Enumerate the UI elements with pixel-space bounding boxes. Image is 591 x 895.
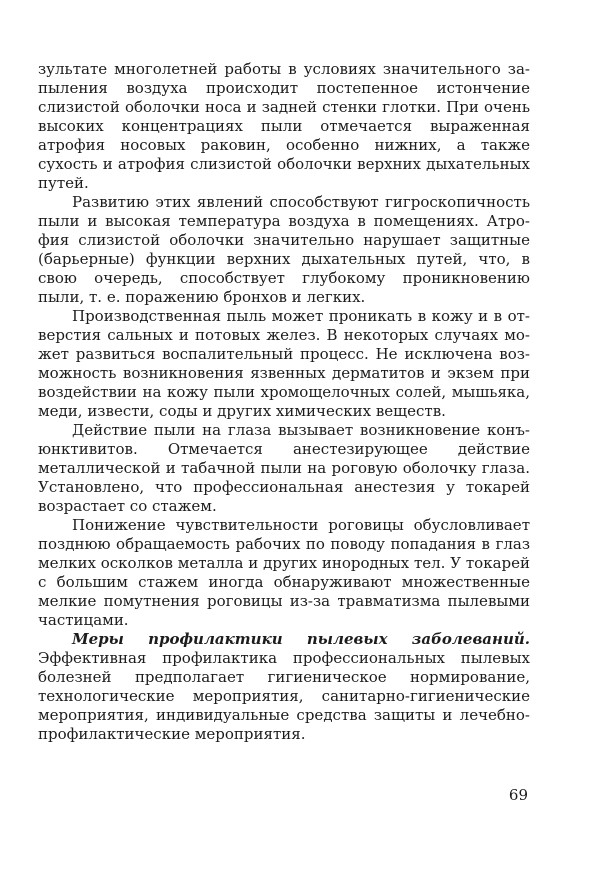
paragraph-prevention-text: Эффективная профилактика профессиональных пылевых болезней предполагает гигиеническое нормирование, технологические мероприятия, санитарно-гигиенические мероприятия, индивидуальные средства защиты и лечебно-профилактические мероприятия. xyxy=(38,649,530,743)
page-body xyxy=(38,60,530,744)
paragraph-eyes: Действие пыли на глаза вызывает возникновение конъюнктивитов. Отмечается анестезирующее действие металлической и табачной пыли на роговую оболочку глаза. Установлено, что профессиональная анестезия у токарей возрастает со стажем. xyxy=(38,421,530,515)
paragraph-prevention xyxy=(38,630,530,744)
paragraph-continuation: зультате многолетней работы в условиях значительного запыления воздуха происходит постепенное истончение слизистой оболочки носа и задней стенки глотки. При очень высоких концентрациях пыли отмечается выраженная атрофия носовых раковин, особенно нижних, а также сухость и атрофия слизистой оболочки верхних дыхательных путей. xyxy=(38,60,530,192)
paragraph-hygroscopicity: Развитию этих явлений способствуют гигроскопичность пыли и высокая температура воздуха в помещениях. Атрофия слизистой оболочки значительно нарушает защитные (барьерные) функции верхних дыхательных путей, что, в свою очередь, способствует глубокому проникновению пыли, т. е. поражению бронхов и легких. xyxy=(38,193,530,306)
page-number: 69 xyxy=(508,786,528,804)
paragraph-cornea-sensitivity: Понижение чувствительности роговицы обусловливает позднюю обращаемость рабочих по поводу попадания в глаз мелких осколков металла и других инородных тел. У токарей с большим стажем иногда обнаруживают множественные мелкие помутнения роговицы из-за травматизма пылевыми частицами. xyxy=(38,516,530,629)
paragraph-skin-penetration: Производственная пыль может проникать в кожу и в отверстия сальных и потовых желез. В некоторых случаях может развиться воспалительный процесс. Не исключена возможность возникновения язвенных дерматитов и экзем при воздействии на кожу пыли хромощелочных солей, мышьяка, меди, извести, соды и других химических веществ. xyxy=(38,307,530,420)
run-in-heading: Меры профилактики пылевых заболеваний. xyxy=(72,630,530,648)
